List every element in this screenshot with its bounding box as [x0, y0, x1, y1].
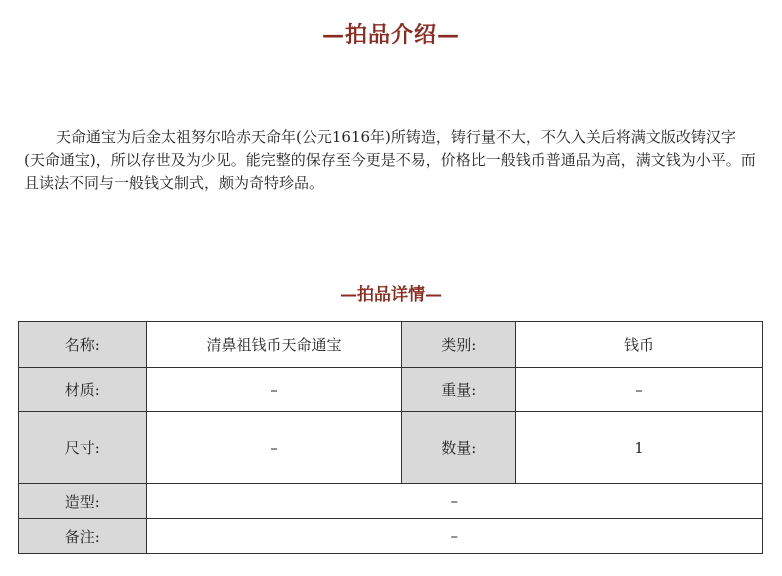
remarks-value: – [146, 519, 762, 554]
size-label: 尺寸: [19, 412, 147, 484]
table-row [19, 322, 763, 368]
table-row [19, 519, 763, 554]
name-label: 名称: [19, 322, 147, 368]
remarks-label: 备注: [19, 519, 147, 554]
intro-section-title: —拍品介绍— [321, 22, 460, 48]
intro-paragraph: 天命通宝为后金太祖努尔哈赤天命年(公元1616年)所铸造，铸行量不大，不久入关后将满文版改铸汉字(天命通宝)，所以存世及为少见。能完整的保存至今更是不易，价格比一般钱币普通品为高，满文钱为小平。而且读法不同与一般钱文制式，颇为奇特珍品。 [24, 128, 756, 192]
table-row [19, 484, 763, 519]
category-label: 类别: [402, 322, 516, 368]
quantity-value: 1 [516, 412, 763, 484]
shape-label: 造型: [19, 484, 147, 519]
details-section-title: —拍品详情— [340, 285, 442, 305]
weight-value: – [516, 368, 763, 412]
material-value: – [146, 368, 402, 412]
shape-value: – [146, 484, 762, 519]
size-value: – [146, 412, 402, 484]
weight-label: 重量: [402, 368, 516, 412]
details-table [18, 321, 763, 554]
table-row [19, 368, 763, 412]
material-label: 材质: [19, 368, 147, 412]
table-row [19, 412, 763, 484]
quantity-label: 数量: [402, 412, 516, 484]
name-value: 清鼻祖钱币天命通宝 [146, 322, 402, 368]
category-value: 钱币 [516, 322, 763, 368]
